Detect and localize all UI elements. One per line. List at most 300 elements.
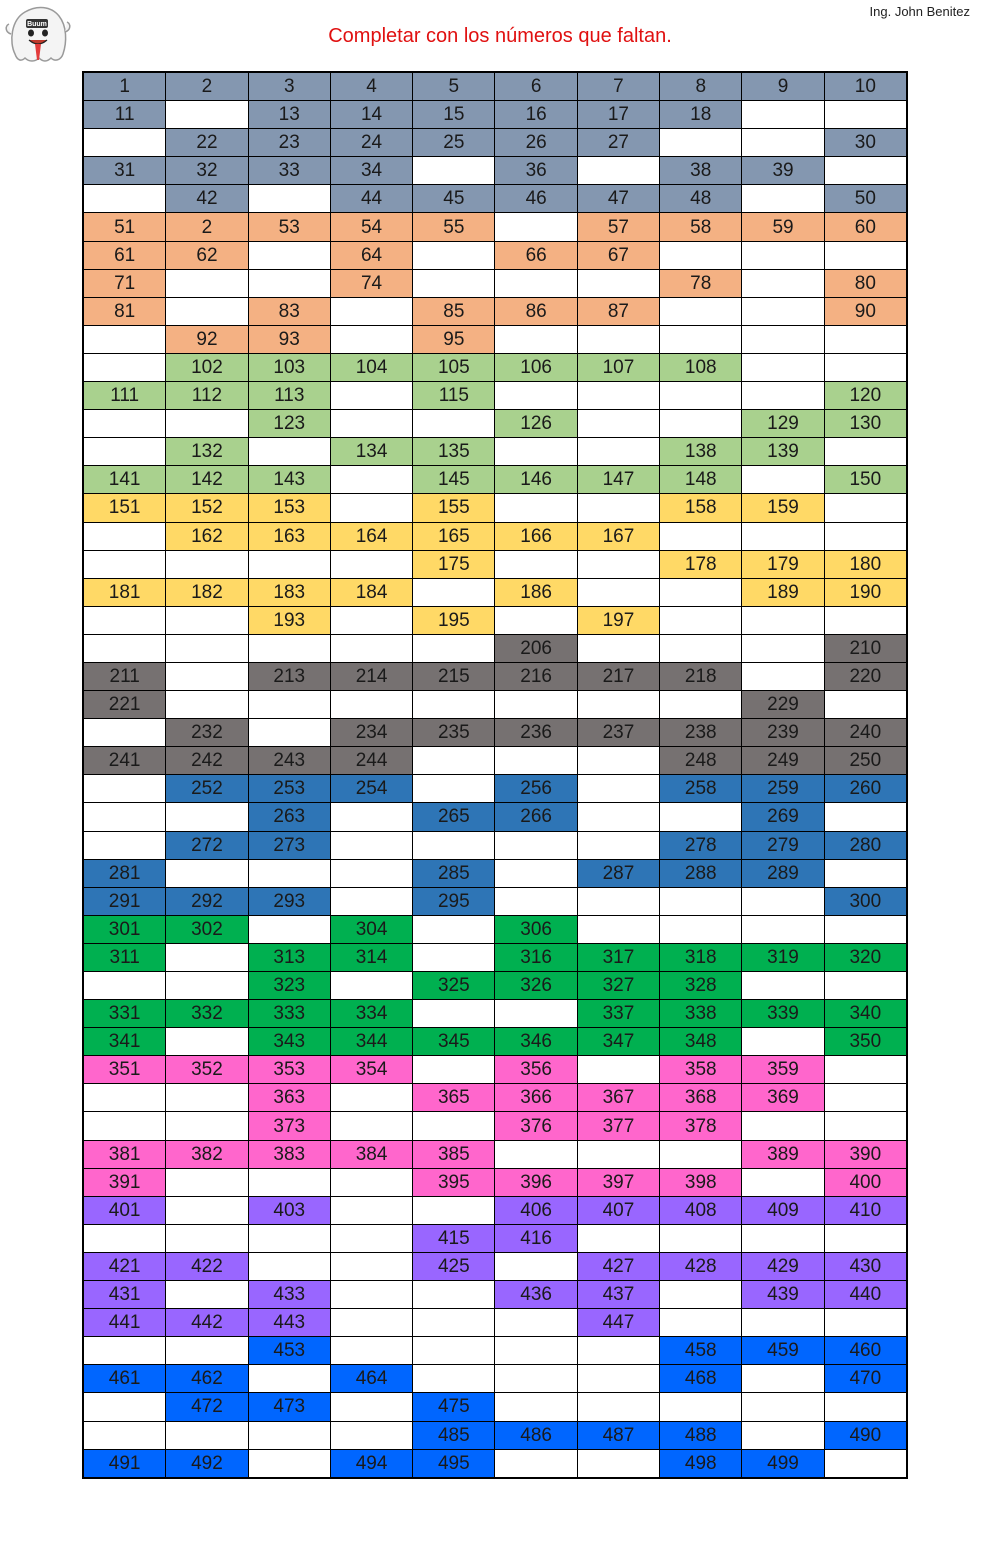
grid-cell-blank[interactable] bbox=[166, 101, 248, 129]
grid-cell: 211 bbox=[83, 662, 166, 690]
grid-cell: 132 bbox=[166, 438, 248, 466]
grid-cell-blank[interactable] bbox=[330, 803, 412, 831]
grid-cell-blank[interactable] bbox=[495, 1252, 577, 1280]
grid-cell-blank[interactable] bbox=[166, 1421, 248, 1449]
grid-cell-blank[interactable] bbox=[413, 1337, 495, 1365]
grid-cell-blank[interactable] bbox=[413, 578, 495, 606]
grid-cell-blank[interactable] bbox=[83, 410, 166, 438]
grid-cell-blank[interactable] bbox=[330, 1168, 412, 1196]
grid-cell-blank[interactable] bbox=[330, 1421, 412, 1449]
grid-cell: 184 bbox=[330, 578, 412, 606]
grid-cell-blank[interactable] bbox=[495, 1365, 577, 1393]
grid-cell-blank[interactable] bbox=[83, 1421, 166, 1449]
grid-cell: 278 bbox=[660, 831, 742, 859]
grid-cell: 439 bbox=[742, 1281, 824, 1309]
grid-cell: 95 bbox=[413, 325, 495, 353]
grid-cell-blank[interactable] bbox=[660, 522, 742, 550]
grid-cell-blank[interactable] bbox=[577, 325, 659, 353]
grid-cell-blank[interactable] bbox=[83, 803, 166, 831]
grid-cell-blank[interactable] bbox=[166, 1224, 248, 1252]
grid-cell-blank[interactable] bbox=[495, 269, 577, 297]
grid-cell-blank[interactable] bbox=[330, 887, 412, 915]
grid-cell-blank[interactable] bbox=[330, 550, 412, 578]
grid-cell-blank[interactable] bbox=[577, 578, 659, 606]
grid-cell-blank[interactable] bbox=[330, 972, 412, 1000]
grid-cell-blank[interactable] bbox=[330, 606, 412, 634]
grid-cell: 326 bbox=[495, 972, 577, 1000]
grid-cell: 9 bbox=[742, 72, 824, 101]
grid-cell: 3 bbox=[248, 72, 330, 101]
grid-row bbox=[83, 803, 907, 831]
grid-cell-blank[interactable] bbox=[330, 1309, 412, 1337]
grid-cell: 238 bbox=[660, 719, 742, 747]
grid-cell-blank[interactable] bbox=[413, 691, 495, 719]
grid-cell: 331 bbox=[83, 1000, 166, 1028]
grid-cell-blank[interactable] bbox=[413, 269, 495, 297]
grid-cell: 390 bbox=[824, 1140, 907, 1168]
grid-cell-blank[interactable] bbox=[577, 157, 659, 185]
grid-cell-blank[interactable] bbox=[824, 859, 907, 887]
grid-cell-blank[interactable] bbox=[166, 297, 248, 325]
grid-row bbox=[83, 1365, 907, 1393]
grid-cell-blank[interactable] bbox=[742, 522, 824, 550]
grid-cell-blank[interactable] bbox=[413, 1056, 495, 1084]
grid-cell: 146 bbox=[495, 466, 577, 494]
grid-cell: 106 bbox=[495, 353, 577, 381]
grid-cell-blank[interactable] bbox=[166, 606, 248, 634]
grid-cell-blank[interactable] bbox=[495, 1449, 577, 1478]
grid-cell: 242 bbox=[166, 747, 248, 775]
grid-cell: 263 bbox=[248, 803, 330, 831]
grid-cell-blank[interactable] bbox=[742, 1421, 824, 1449]
grid-cell-blank[interactable] bbox=[824, 494, 907, 522]
grid-cell-blank[interactable] bbox=[660, 887, 742, 915]
grid-cell-blank[interactable] bbox=[577, 1449, 659, 1478]
grid-cell: 61 bbox=[83, 241, 166, 269]
grid-cell-blank[interactable] bbox=[330, 1196, 412, 1224]
grid-cell-blank[interactable] bbox=[742, 1224, 824, 1252]
grid-cell-blank[interactable] bbox=[577, 550, 659, 578]
grid-row bbox=[83, 129, 907, 157]
grid-cell: 459 bbox=[742, 1337, 824, 1365]
grid-cell-blank[interactable] bbox=[330, 466, 412, 494]
grid-cell-blank[interactable] bbox=[330, 1393, 412, 1421]
grid-cell-blank[interactable] bbox=[413, 1000, 495, 1028]
grid-cell-blank[interactable] bbox=[824, 1112, 907, 1140]
grid-cell: 356 bbox=[495, 1056, 577, 1084]
grid-cell-blank[interactable] bbox=[742, 1365, 824, 1393]
grid-cell-blank[interactable] bbox=[577, 747, 659, 775]
grid-cell-blank[interactable] bbox=[824, 1056, 907, 1084]
grid-cell-blank[interactable] bbox=[742, 1028, 824, 1056]
grid-cell-blank[interactable] bbox=[742, 241, 824, 269]
grid-cell-blank[interactable] bbox=[83, 185, 166, 213]
grid-cell-blank[interactable] bbox=[495, 382, 577, 410]
grid-cell-blank[interactable] bbox=[166, 1337, 248, 1365]
grid-cell-blank[interactable] bbox=[742, 1168, 824, 1196]
grid-cell-blank[interactable] bbox=[330, 859, 412, 887]
grid-cell: 189 bbox=[742, 578, 824, 606]
grid-cell-blank[interactable] bbox=[248, 269, 330, 297]
grid-cell: 436 bbox=[495, 1281, 577, 1309]
grid-cell-blank[interactable] bbox=[248, 915, 330, 943]
grid-cell-blank[interactable] bbox=[248, 691, 330, 719]
grid-cell-blank[interactable] bbox=[330, 831, 412, 859]
grid-cell-blank[interactable] bbox=[495, 438, 577, 466]
grid-cell-blank[interactable] bbox=[577, 494, 659, 522]
grid-cell-blank[interactable] bbox=[413, 1112, 495, 1140]
grid-cell: 313 bbox=[248, 943, 330, 971]
grid-cell-blank[interactable] bbox=[248, 1421, 330, 1449]
grid-cell-blank[interactable] bbox=[166, 269, 248, 297]
grid-cell-blank[interactable] bbox=[330, 325, 412, 353]
grid-cell-blank[interactable] bbox=[660, 129, 742, 157]
grid-cell-blank[interactable] bbox=[577, 1393, 659, 1421]
grid-cell-blank[interactable] bbox=[166, 1084, 248, 1112]
grid-cell-blank[interactable] bbox=[495, 747, 577, 775]
grid-cell: 442 bbox=[166, 1309, 248, 1337]
grid-cell-blank[interactable] bbox=[413, 410, 495, 438]
grid-cell-blank[interactable] bbox=[495, 1140, 577, 1168]
grid-cell-blank[interactable] bbox=[824, 972, 907, 1000]
grid-cell-blank[interactable] bbox=[577, 1365, 659, 1393]
grid-cell-blank[interactable] bbox=[660, 1393, 742, 1421]
grid-cell: 367 bbox=[577, 1084, 659, 1112]
grid-cell-blank[interactable] bbox=[577, 775, 659, 803]
grid-cell-blank[interactable] bbox=[742, 101, 824, 129]
grid-cell-blank[interactable] bbox=[413, 634, 495, 662]
grid-cell-blank[interactable] bbox=[83, 831, 166, 859]
grid-cell-blank[interactable] bbox=[166, 634, 248, 662]
grid-cell: 62 bbox=[166, 241, 248, 269]
grid-cell-blank[interactable] bbox=[660, 241, 742, 269]
grid-cell-blank[interactable] bbox=[577, 634, 659, 662]
grid-cell-blank[interactable] bbox=[824, 522, 907, 550]
grid-cell-blank[interactable] bbox=[330, 494, 412, 522]
grid-cell: 260 bbox=[824, 775, 907, 803]
grid-cell-blank[interactable] bbox=[166, 1028, 248, 1056]
grid-cell: 499 bbox=[742, 1449, 824, 1478]
grid-cell-blank[interactable] bbox=[824, 325, 907, 353]
grid-cell: 215 bbox=[413, 662, 495, 690]
grid-cell: 318 bbox=[660, 943, 742, 971]
grid-cell-blank[interactable] bbox=[413, 915, 495, 943]
grid-cell-blank[interactable] bbox=[495, 213, 577, 241]
grid-cell: 320 bbox=[824, 943, 907, 971]
grid-cell-blank[interactable] bbox=[577, 382, 659, 410]
grid-cell-blank[interactable] bbox=[248, 1252, 330, 1280]
grid-cell: 473 bbox=[248, 1393, 330, 1421]
grid-cell: 25 bbox=[413, 129, 495, 157]
logo-text: Buum bbox=[27, 21, 47, 28]
grid-cell: 354 bbox=[330, 1056, 412, 1084]
grid-cell-blank[interactable] bbox=[248, 1224, 330, 1252]
grid-cell-blank[interactable] bbox=[413, 831, 495, 859]
grid-cell-blank[interactable] bbox=[495, 494, 577, 522]
grid-cell: 428 bbox=[660, 1252, 742, 1280]
grid-cell-blank[interactable] bbox=[742, 297, 824, 325]
grid-cell: 218 bbox=[660, 662, 742, 690]
grid-cell-blank[interactable] bbox=[330, 1281, 412, 1309]
grid-cell-blank[interactable] bbox=[824, 101, 907, 129]
grid-cell-blank[interactable] bbox=[660, 1140, 742, 1168]
grid-cell-blank[interactable] bbox=[660, 297, 742, 325]
grid-cell-blank[interactable] bbox=[166, 662, 248, 690]
grid-cell-blank[interactable] bbox=[166, 1168, 248, 1196]
grid-cell-blank[interactable] bbox=[660, 578, 742, 606]
grid-cell-blank[interactable] bbox=[83, 606, 166, 634]
grid-cell-blank[interactable] bbox=[330, 1337, 412, 1365]
grid-cell-blank[interactable] bbox=[660, 691, 742, 719]
grid-cell: 2 bbox=[166, 213, 248, 241]
grid-cell-blank[interactable] bbox=[330, 410, 412, 438]
grid-cell-blank[interactable] bbox=[577, 1337, 659, 1365]
grid-cell-blank[interactable] bbox=[413, 1196, 495, 1224]
grid-cell: 87 bbox=[577, 297, 659, 325]
grid-cell-blank[interactable] bbox=[330, 691, 412, 719]
grid-cell-blank[interactable] bbox=[824, 691, 907, 719]
grid-cell-blank[interactable] bbox=[495, 1000, 577, 1028]
grid-cell-blank[interactable] bbox=[83, 1224, 166, 1252]
grid-cell: 22 bbox=[166, 129, 248, 157]
grid-cell-blank[interactable] bbox=[742, 887, 824, 915]
grid-cell-blank[interactable] bbox=[577, 1224, 659, 1252]
grid-cell-blank[interactable] bbox=[83, 972, 166, 1000]
grid-cell-blank[interactable] bbox=[330, 297, 412, 325]
grid-cell: 155 bbox=[413, 494, 495, 522]
grid-cell-blank[interactable] bbox=[330, 1224, 412, 1252]
grid-cell-blank[interactable] bbox=[495, 859, 577, 887]
grid-cell: 319 bbox=[742, 943, 824, 971]
grid-cell-blank[interactable] bbox=[824, 1393, 907, 1421]
grid-cell: 141 bbox=[83, 466, 166, 494]
grid-cell-blank[interactable] bbox=[495, 550, 577, 578]
grid-cell-blank[interactable] bbox=[248, 1168, 330, 1196]
grid-cell-blank[interactable] bbox=[824, 353, 907, 381]
grid-cell-blank[interactable] bbox=[660, 382, 742, 410]
grid-cell-blank[interactable] bbox=[413, 1309, 495, 1337]
grid-cell-blank[interactable] bbox=[248, 438, 330, 466]
grid-cell-blank[interactable] bbox=[83, 129, 166, 157]
grid-cell: 464 bbox=[330, 1365, 412, 1393]
grid-cell-blank[interactable] bbox=[824, 803, 907, 831]
grid-row bbox=[83, 634, 907, 662]
grid-cell-blank[interactable] bbox=[83, 438, 166, 466]
grid-cell-blank[interactable] bbox=[413, 943, 495, 971]
grid-cell: 462 bbox=[166, 1365, 248, 1393]
grid-cell-blank[interactable] bbox=[495, 1337, 577, 1365]
grid-cell: 85 bbox=[413, 297, 495, 325]
grid-cell-blank[interactable] bbox=[660, 915, 742, 943]
grid-cell-blank[interactable] bbox=[83, 522, 166, 550]
grid-cell-blank[interactable] bbox=[166, 803, 248, 831]
grid-cell-blank[interactable] bbox=[166, 550, 248, 578]
grid-cell-blank[interactable] bbox=[248, 550, 330, 578]
grid-cell-blank[interactable] bbox=[742, 185, 824, 213]
grid-cell-blank[interactable] bbox=[495, 887, 577, 915]
grid-row bbox=[83, 1112, 907, 1140]
grid-cell-blank[interactable] bbox=[166, 859, 248, 887]
grid-cell-blank[interactable] bbox=[248, 1449, 330, 1478]
grid-cell-blank[interactable] bbox=[660, 325, 742, 353]
grid-cell-blank[interactable] bbox=[495, 1309, 577, 1337]
grid-cell-blank[interactable] bbox=[742, 1112, 824, 1140]
grid-cell-blank[interactable] bbox=[248, 634, 330, 662]
grid-cell-blank[interactable] bbox=[166, 943, 248, 971]
grid-row bbox=[83, 410, 907, 438]
grid-cell-blank[interactable] bbox=[742, 466, 824, 494]
grid-cell-blank[interactable] bbox=[495, 606, 577, 634]
grid-cell-blank[interactable] bbox=[166, 410, 248, 438]
grid-row bbox=[83, 747, 907, 775]
grid-cell-blank[interactable] bbox=[742, 915, 824, 943]
grid-row bbox=[83, 1337, 907, 1365]
grid-cell: 458 bbox=[660, 1337, 742, 1365]
grid-cell: 17 bbox=[577, 101, 659, 129]
grid-cell-blank[interactable] bbox=[577, 915, 659, 943]
grid-cell: 105 bbox=[413, 353, 495, 381]
grid-cell-blank[interactable] bbox=[824, 1084, 907, 1112]
grid-cell: 74 bbox=[330, 269, 412, 297]
grid-cell: 437 bbox=[577, 1281, 659, 1309]
grid-cell-blank[interactable] bbox=[824, 157, 907, 185]
grid-cell-blank[interactable] bbox=[660, 410, 742, 438]
grid-cell: 51 bbox=[83, 213, 166, 241]
grid-cell-blank[interactable] bbox=[495, 691, 577, 719]
grid-cell-blank[interactable] bbox=[824, 1309, 907, 1337]
grid-cell-blank[interactable] bbox=[330, 1084, 412, 1112]
grid-cell: 250 bbox=[824, 747, 907, 775]
grid-cell-blank[interactable] bbox=[413, 157, 495, 185]
grid-cell-blank[interactable] bbox=[166, 1281, 248, 1309]
grid-cell-blank[interactable] bbox=[824, 1449, 907, 1478]
grid-cell-blank[interactable] bbox=[824, 241, 907, 269]
grid-cell-blank[interactable] bbox=[742, 1309, 824, 1337]
grid-cell-blank[interactable] bbox=[577, 691, 659, 719]
grid-cell-blank[interactable] bbox=[824, 915, 907, 943]
grid-cell-blank[interactable] bbox=[83, 550, 166, 578]
grid-cell: 112 bbox=[166, 382, 248, 410]
grid-cell-blank[interactable] bbox=[330, 382, 412, 410]
grid-cell-blank[interactable] bbox=[742, 606, 824, 634]
grid-cell-blank[interactable] bbox=[742, 382, 824, 410]
grid-cell-blank[interactable] bbox=[577, 831, 659, 859]
grid-cell-blank[interactable] bbox=[577, 410, 659, 438]
grid-cell: 409 bbox=[742, 1196, 824, 1224]
grid-cell-blank[interactable] bbox=[660, 1309, 742, 1337]
grid-cell-blank[interactable] bbox=[248, 1365, 330, 1393]
grid-cell-blank[interactable] bbox=[166, 972, 248, 1000]
grid-cell-blank[interactable] bbox=[330, 1112, 412, 1140]
grid-cell-blank[interactable] bbox=[83, 353, 166, 381]
grid-cell: 351 bbox=[83, 1056, 166, 1084]
grid-cell-blank[interactable] bbox=[166, 1196, 248, 1224]
number-grid bbox=[82, 71, 908, 1479]
grid-cell: 304 bbox=[330, 915, 412, 943]
grid-cell-blank[interactable] bbox=[495, 831, 577, 859]
grid-cell-blank[interactable] bbox=[742, 662, 824, 690]
grid-cell: 143 bbox=[248, 466, 330, 494]
grid-cell: 266 bbox=[495, 803, 577, 831]
grid-cell-blank[interactable] bbox=[83, 1084, 166, 1112]
grid-cell-blank[interactable] bbox=[248, 719, 330, 747]
grid-cell: 59 bbox=[742, 213, 824, 241]
grid-cell-blank[interactable] bbox=[660, 1224, 742, 1252]
grid-cell-blank[interactable] bbox=[83, 1393, 166, 1421]
grid-cell-blank[interactable] bbox=[742, 325, 824, 353]
grid-cell-blank[interactable] bbox=[83, 1112, 166, 1140]
grid-row bbox=[83, 775, 907, 803]
grid-cell-blank[interactable] bbox=[83, 325, 166, 353]
grid-cell: 165 bbox=[413, 522, 495, 550]
grid-cell-blank[interactable] bbox=[577, 887, 659, 915]
grid-cell-blank[interactable] bbox=[248, 241, 330, 269]
grid-cell-blank[interactable] bbox=[83, 775, 166, 803]
grid-cell-blank[interactable] bbox=[413, 1365, 495, 1393]
grid-cell-blank[interactable] bbox=[413, 775, 495, 803]
grid-cell-blank[interactable] bbox=[742, 269, 824, 297]
grid-cell: 30 bbox=[824, 129, 907, 157]
grid-cell-blank[interactable] bbox=[330, 1252, 412, 1280]
grid-cell: 163 bbox=[248, 522, 330, 550]
grid-cell-blank[interactable] bbox=[660, 1281, 742, 1309]
grid-cell-blank[interactable] bbox=[495, 325, 577, 353]
grid-row bbox=[83, 578, 907, 606]
grid-cell-blank[interactable] bbox=[824, 1224, 907, 1252]
grid-cell-blank[interactable] bbox=[495, 1393, 577, 1421]
grid-cell-blank[interactable] bbox=[248, 185, 330, 213]
grid-cell-blank[interactable] bbox=[660, 606, 742, 634]
grid-cell: 108 bbox=[660, 353, 742, 381]
grid-cell-blank[interactable] bbox=[824, 606, 907, 634]
grid-cell: 71 bbox=[83, 269, 166, 297]
grid-cell-blank[interactable] bbox=[742, 353, 824, 381]
grid-cell-blank[interactable] bbox=[742, 972, 824, 1000]
grid-cell-blank[interactable] bbox=[83, 634, 166, 662]
grid-cell-blank[interactable] bbox=[577, 1056, 659, 1084]
grid-cell-blank[interactable] bbox=[413, 747, 495, 775]
grid-cell-blank[interactable] bbox=[248, 859, 330, 887]
grid-cell: 415 bbox=[413, 1224, 495, 1252]
grid-cell-blank[interactable] bbox=[330, 634, 412, 662]
grid-cell: 93 bbox=[248, 325, 330, 353]
grid-cell: 135 bbox=[413, 438, 495, 466]
grid-cell-blank[interactable] bbox=[413, 1281, 495, 1309]
grid-cell-blank[interactable] bbox=[742, 1393, 824, 1421]
grid-cell-blank[interactable] bbox=[660, 634, 742, 662]
grid-row bbox=[83, 1252, 907, 1280]
grid-cell-blank[interactable] bbox=[577, 438, 659, 466]
grid-cell-blank[interactable] bbox=[742, 634, 824, 662]
grid-cell: 287 bbox=[577, 859, 659, 887]
grid-cell: 58 bbox=[660, 213, 742, 241]
grid-cell-blank[interactable] bbox=[413, 241, 495, 269]
grid-cell-blank[interactable] bbox=[824, 438, 907, 466]
grid-cell-blank[interactable] bbox=[83, 719, 166, 747]
grid-cell-blank[interactable] bbox=[83, 1337, 166, 1365]
grid-row bbox=[83, 466, 907, 494]
grid-cell-blank[interactable] bbox=[577, 1140, 659, 1168]
grid-cell-blank[interactable] bbox=[742, 129, 824, 157]
grid-row bbox=[83, 269, 907, 297]
grid-cell-blank[interactable] bbox=[660, 803, 742, 831]
grid-cell-blank[interactable] bbox=[577, 803, 659, 831]
grid-row bbox=[83, 972, 907, 1000]
grid-cell-blank[interactable] bbox=[577, 269, 659, 297]
grid-cell-blank[interactable] bbox=[166, 691, 248, 719]
grid-cell-blank[interactable] bbox=[166, 1112, 248, 1140]
grid-cell: 13 bbox=[248, 101, 330, 129]
